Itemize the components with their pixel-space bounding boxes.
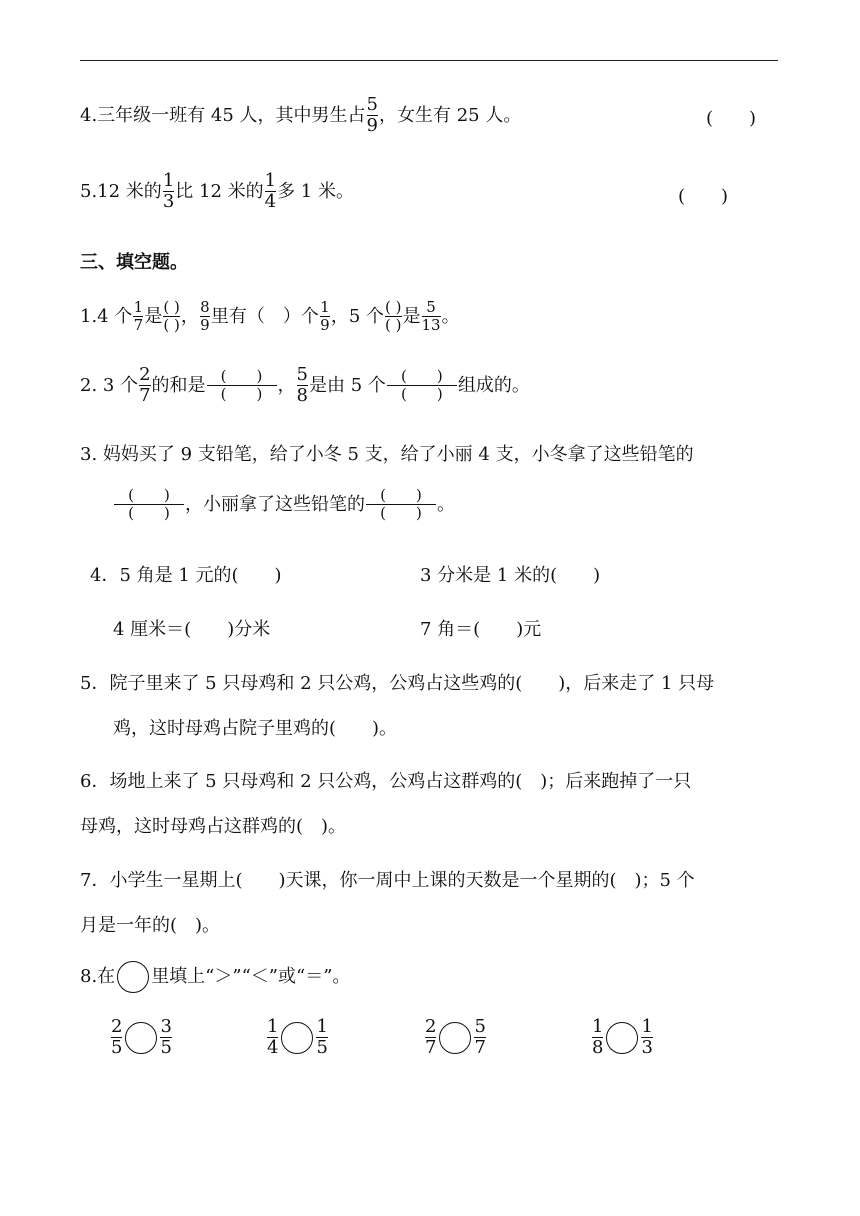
answer-paren[interactable]: ( ) xyxy=(678,186,729,207)
fill-question-4b: 3 分米是 1 米的( ) xyxy=(420,565,601,586)
answer-fraction-blank[interactable]: $\frac{( )}{( )}$ xyxy=(385,298,402,334)
section-heading: 三、填空题。 xyxy=(80,252,188,273)
fraction: $\frac{8}{9}$ xyxy=(200,298,210,334)
question-text: 多 1 米。 xyxy=(277,180,354,202)
fill-question-4a: 4．5 角是 1 元的( ) xyxy=(90,565,282,586)
fraction: $\frac{2}{7}$ xyxy=(139,364,151,406)
fraction: $\frac{1}{9}$ xyxy=(320,298,330,334)
question-text: 比 12 米的 xyxy=(175,180,264,202)
question-text: 5.12 米的 xyxy=(80,180,162,202)
answer-fraction-blank[interactable]: $\frac{( )}{( )}$ xyxy=(387,369,457,402)
fill-question-2: 2. 3 个 $\frac{2}{7}$ 的和是 $\frac{( )}{( )}$ ， $\frac{5}{8}$ 是由 5 个 $\frac{( )}{( )}$ 组成的。 xyxy=(80,364,530,406)
compare-circle-input[interactable] xyxy=(439,1022,471,1054)
question-text: ，女生有 25 人。 xyxy=(378,104,522,126)
fill-question-3: 3. 妈妈买了 9 支铅笔，给了小冬 5 支，给了小丽 4 支，小冬拿了这些铅笔的 xyxy=(80,444,694,465)
answer-fraction-blank[interactable]: $\frac{( )}{( )}$ xyxy=(207,369,277,402)
judge-question-5 xyxy=(80,172,354,211)
compare-item: $\frac{2}{5}$ $\frac{3}{5}$ xyxy=(111,1016,172,1058)
compare-circle-input[interactable] xyxy=(125,1022,157,1054)
compare-item: $\frac{1}{4}$ $\frac{1}{5}$ xyxy=(267,1016,328,1058)
compare-item: $\frac{2}{7}$ $\frac{5}{7}$ xyxy=(425,1016,486,1058)
fill-question-1: 1.4 个 $\frac{1}{7}$ 是 $\frac{( )}{( )}$ ， $\frac{8}{9}$ 里有（ ）个 $\frac{1}{9}$ ，5 个 $\frac{( )}{( )}$ 是 $\frac{5}{13}$ 。 xyxy=(80,298,460,334)
fill-question-5-cont: 鸡，这时母鸡占院子里鸡的( )。 xyxy=(113,718,398,739)
fraction: $\frac{5}{8}$ xyxy=(296,364,308,406)
header-rule xyxy=(80,60,778,61)
fraction: $\frac{1}{3}$ xyxy=(162,170,175,212)
fraction: $\frac{5}{9}$ xyxy=(366,94,378,136)
fill-question-3-cont: $\frac{( )}{( )}$ ，小丽拿了这些铅笔的 $\frac{( )}{( )}$ 。 xyxy=(113,488,455,521)
fill-question-6-cont: 母鸡，这时母鸡占这群鸡的( )。 xyxy=(80,816,347,837)
compare-circle-input[interactable] xyxy=(606,1022,638,1054)
fill-question-6: 6．场地上来了 5 只母鸡和 2 只公鸡，公鸡占这群鸡的( )；后来跑掉了一只 xyxy=(80,771,692,792)
answer-paren[interactable]: ( ) xyxy=(706,108,757,129)
fill-question-4c: 4 厘米＝( )分米 xyxy=(113,619,271,640)
circle-icon xyxy=(117,961,149,993)
fill-question-8: 8.在 里填上“＞”“＜”或“＝”。 xyxy=(80,961,350,993)
answer-fraction-blank[interactable]: $\frac{( )}{( )}$ xyxy=(163,298,180,334)
answer-fraction-blank[interactable]: $\frac{( )}{( )}$ xyxy=(366,488,436,521)
judge-question-4 xyxy=(80,96,521,135)
fraction: $\frac{5}{13}$ xyxy=(421,298,441,334)
question-text: 4.三年级一班有 45 人，其中男生占 xyxy=(80,104,366,126)
fill-question-7: 7．小学生一星期上( )天课，你一周中上课的天数是一个星期的( )；5 个 xyxy=(80,870,695,891)
answer-fraction-blank[interactable]: $\frac{( )}{( )}$ xyxy=(114,488,184,521)
compare-item: $\frac{1}{8}$ $\frac{1}{3}$ xyxy=(592,1016,653,1058)
fill-question-7-cont: 月是一年的( )。 xyxy=(80,915,221,936)
fill-question-4d: 7 角＝( )元 xyxy=(420,619,542,640)
fill-question-5: 5．院子里来了 5 只母鸡和 2 只公鸡，公鸡占这些鸡的( )，后来走了 1 只母 xyxy=(80,673,715,694)
compare-circle-input[interactable] xyxy=(281,1022,313,1054)
fraction: $\frac{1}{4}$ xyxy=(264,170,277,212)
fraction: $\frac{1}{7}$ xyxy=(133,298,144,334)
